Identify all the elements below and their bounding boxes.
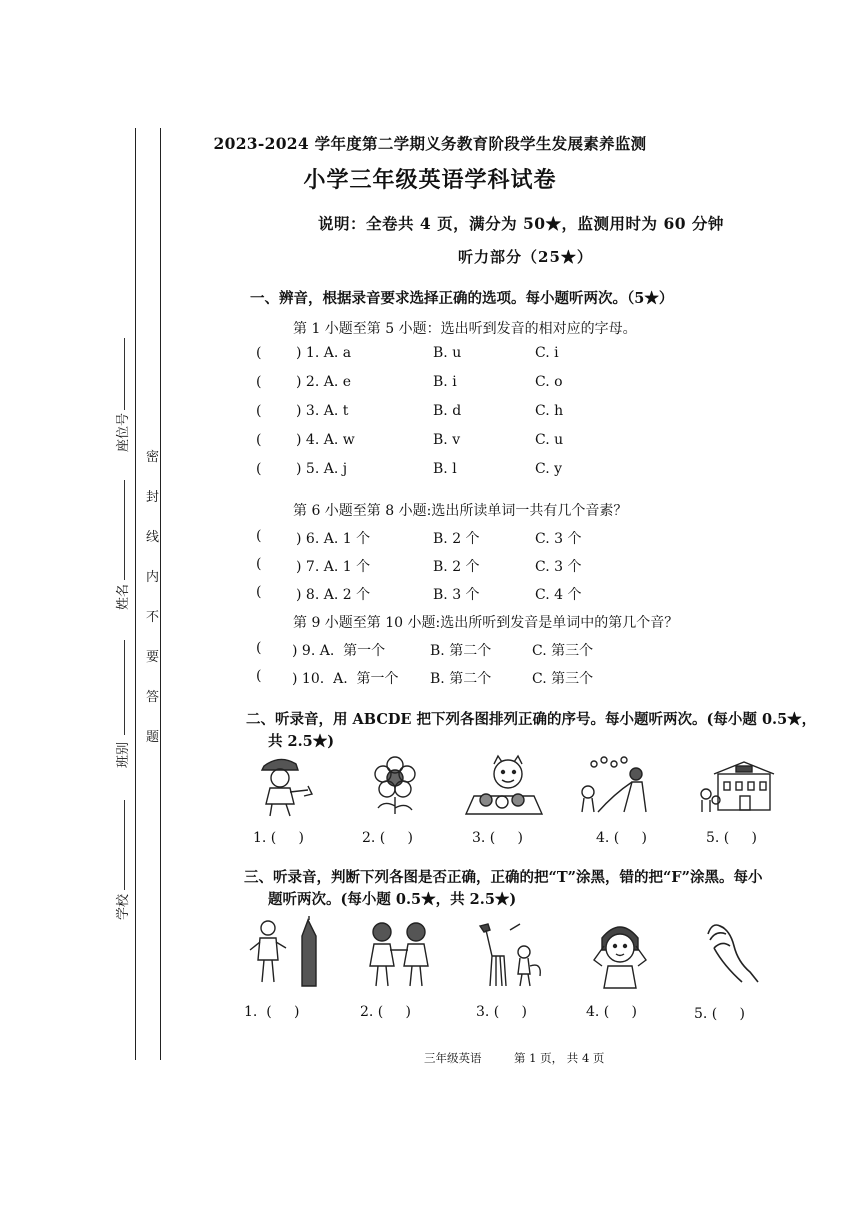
school-building-icon	[696, 760, 780, 818]
name-label: 姓名	[116, 583, 131, 610]
answer-paren[interactable]: (	[256, 345, 262, 361]
option-c: C. y	[535, 461, 563, 477]
option-b: B. 第二个	[430, 671, 492, 687]
option-a: ) 3. A. t	[296, 403, 349, 419]
footer-subject: 三年级英语	[424, 1051, 482, 1065]
option-c: C. h	[535, 403, 564, 419]
option-b: B. i	[433, 374, 457, 390]
option-a: ) 8. A. 2 个	[296, 587, 371, 603]
option-b: B. 第二个	[430, 643, 492, 659]
option-c: C. 4 个	[535, 587, 582, 603]
listening-part-heading: 听力部分（25★）	[458, 248, 593, 266]
school-label: 学校	[116, 893, 131, 920]
option-b: B. 3 个	[433, 587, 480, 603]
seal-char: 线	[146, 530, 160, 545]
seal-char: 封	[146, 490, 160, 505]
answer-paren[interactable]: (	[256, 556, 262, 572]
hand-icon	[700, 916, 764, 990]
two-girls-icon	[360, 916, 440, 990]
option-a: ) 2. A. e	[296, 374, 352, 390]
option-c: C. i	[535, 345, 559, 361]
option-b: B. 2 个	[433, 531, 480, 547]
seal-char: 内	[146, 570, 160, 585]
picture-answer-blank[interactable]: 2. ( )	[362, 830, 413, 846]
answer-paren[interactable]: (	[256, 668, 262, 684]
subject-title: 小学三年级英语学科试卷	[303, 167, 557, 193]
section3-heading: 三、听录音，判断下列各图是否正确，正确的把“T”涂黑，错的把“F”涂黑。每小	[244, 869, 763, 886]
option-a: ) 5. A. j	[296, 461, 348, 477]
option-a: ) 1. A. a	[296, 345, 352, 361]
option-a: ) 7. A. 1 个	[296, 559, 371, 575]
seal-char: 要	[146, 650, 160, 665]
option-c: C. 3 个	[535, 559, 582, 575]
option-a: ) 4. A. w	[296, 432, 355, 448]
judgement-answer-blank[interactable]: 1. ( )	[244, 1004, 300, 1020]
footer-page-number: 第 1 页， 共 4 页	[514, 1051, 605, 1065]
answer-paren[interactable]: (	[256, 528, 262, 544]
judgement-answer-blank[interactable]: 5. ( )	[694, 1006, 745, 1022]
flower-icon	[362, 752, 428, 818]
answer-paren[interactable]: (	[256, 403, 262, 419]
section2-heading-cont: 共 2.5★)	[268, 733, 335, 750]
seal-char: 密	[146, 450, 160, 465]
girl-touching-ears-icon	[588, 916, 652, 990]
judgement-answer-blank[interactable]: 3. ( )	[476, 1004, 527, 1020]
option-b: B. u	[433, 345, 462, 361]
boy-with-fruit-icon	[458, 752, 550, 818]
option-b: B. d	[433, 403, 462, 419]
answer-paren[interactable]: (	[256, 640, 262, 656]
judgement-answer-blank[interactable]: 2. ( )	[360, 1004, 411, 1020]
boy-with-cap-icon	[250, 752, 318, 818]
answer-paren[interactable]: (	[256, 432, 262, 448]
option-c: C. 第三个	[532, 671, 594, 687]
giraffe-and-monkey-icon	[470, 916, 550, 990]
seal-char: 不	[146, 610, 160, 625]
option-b: B. 2 个	[433, 559, 480, 575]
option-b: B. v	[433, 432, 461, 448]
picture-answer-blank[interactable]: 4. ( )	[596, 830, 647, 846]
picture-answer-blank[interactable]: 5. ( )	[706, 830, 757, 846]
option-c: C. o	[535, 374, 563, 390]
class-label: 班别	[116, 741, 131, 768]
option-a: ) 9. A. 第一个	[292, 643, 386, 659]
exam-title: 2023-2024 学年度第二学期义务教育阶段学生发展素养监测	[213, 134, 647, 153]
exam-instructions: 说明：全卷共 4 页，满分为 50★，监测用时为 60 分钟	[318, 214, 724, 233]
section1-heading: 一、辨音，根据录音要求选择正确的选项。每小题听两次。（5★）	[250, 290, 674, 307]
class-blank[interactable]	[124, 640, 125, 735]
option-c: C. 3 个	[535, 531, 582, 547]
section1-sub1: 第 1 小题至第 5 小题：选出听到发音的相对应的字母。	[293, 321, 637, 337]
option-c: C. 第三个	[532, 643, 594, 659]
section2-heading: 二、听录音，用 ABCDE 把下列各图排列正确的序号。每小题听两次。(每小题 0.5★，	[246, 711, 817, 728]
school-blank[interactable]	[124, 800, 125, 890]
boy-and-tower-icon	[246, 916, 330, 990]
seat-number-label: 座位号	[116, 412, 131, 452]
seal-char: 题	[146, 730, 160, 745]
binding-line-right	[160, 128, 161, 1060]
seal-char: 答	[146, 690, 160, 705]
name-blank[interactable]	[124, 480, 125, 580]
seat-number-blank[interactable]	[124, 338, 125, 410]
judgement-answer-blank[interactable]: 4. ( )	[586, 1004, 637, 1020]
option-a: ) 10. A. 第一个	[292, 671, 399, 687]
section3-heading-cont: 题听两次。(每小题 0.5★，共 2.5★)	[268, 891, 517, 908]
answer-paren[interactable]: (	[256, 374, 262, 390]
section1-sub2: 第 6 小题至第 8 小题:选出所读单词一共有几个音素？	[293, 503, 628, 519]
kids-on-slide-icon	[574, 752, 654, 818]
answer-paren[interactable]: (	[256, 461, 262, 477]
option-b: B. l	[433, 461, 457, 477]
picture-answer-blank[interactable]: 1. ( )	[253, 830, 304, 846]
option-a: ) 6. A. 1 个	[296, 531, 371, 547]
answer-paren[interactable]: (	[256, 584, 262, 600]
section1-sub3: 第 9 小题至第 10 小题:选出所听到发音是单词中的第几个音？	[293, 615, 679, 631]
option-c: C. u	[535, 432, 564, 448]
picture-answer-blank[interactable]: 3. ( )	[472, 830, 523, 846]
binding-line-left	[135, 128, 136, 1060]
